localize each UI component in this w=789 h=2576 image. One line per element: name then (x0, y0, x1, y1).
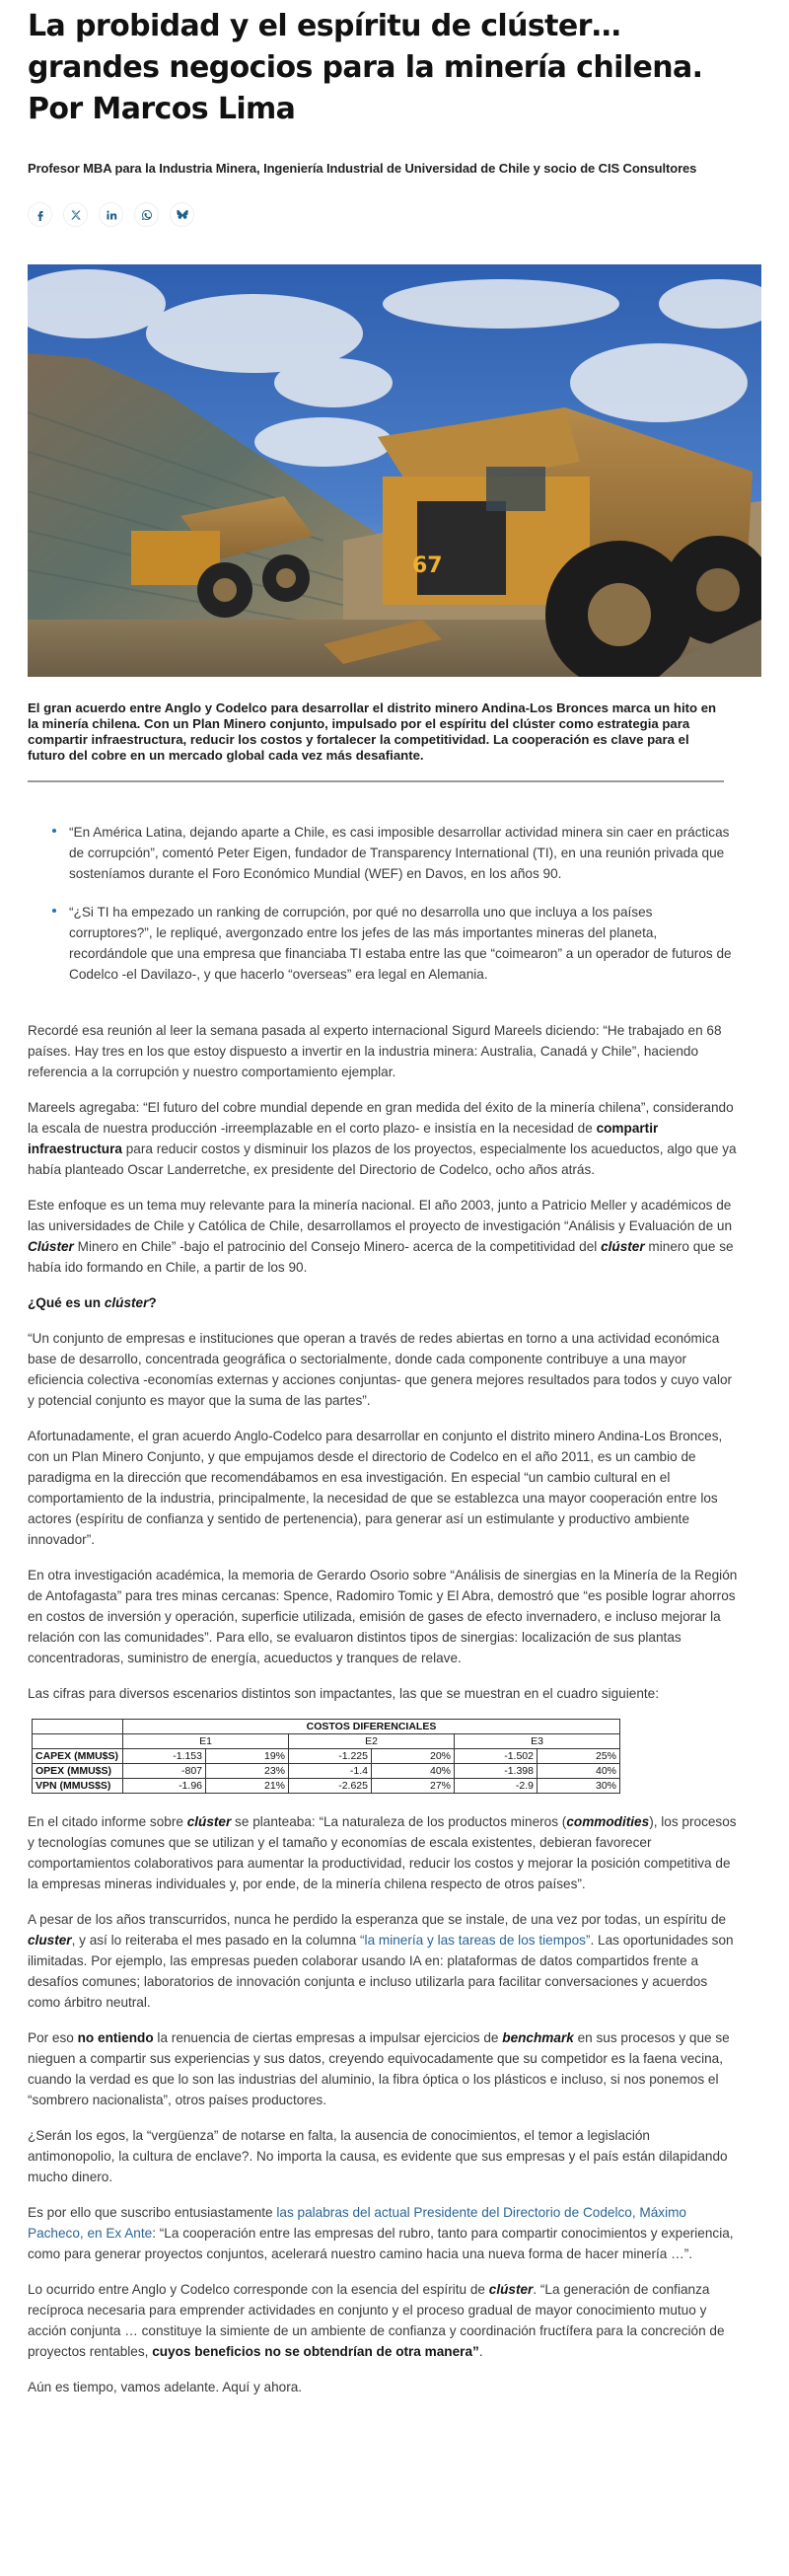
text: Por eso (28, 2030, 78, 2045)
paragraph (28, 2279, 738, 2362)
share-whatsapp-button[interactable] (134, 202, 159, 227)
share-bluesky-button[interactable] (170, 202, 194, 227)
closing-paragraph: Aún es tiempo, vamos adelante. Aquí y ahora. (28, 2380, 303, 2394)
paragraph: Recordé esa reunión al leer la semana pasada al experto internacional Sigurd Mareels diciendo: “He trabajado en 68 países. Hay tres en los que estoy dispuesto a invertir en la industria minera: Australia, Canadá y Chile”, haciendo referencia a la corrupción y nuestro comportamiento ejemplar. (28, 1023, 722, 1079)
whatsapp-icon (141, 209, 153, 221)
text: Es por ello que suscribo entusiastamente (28, 2205, 277, 2220)
table-row (33, 1749, 620, 1764)
paragraph (28, 1909, 738, 2013)
text: Este enfoque es un tema muy relevante para la minería nacional. El año 2003, junto a Patricio Meller y académicos de las universidades de Chile y Católica de Chile, desarrollamos el proyecto de investigación “Análisis y Evaluación de un (28, 1198, 733, 1233)
text: . (478, 2344, 483, 2359)
text: en sus procesos y que se nieguen a compartir sus experiencias y sus datos, creyendo equivocadamente que su competidor es la faena vecina, cuando la verdad es que lo son las industrias del aluminio, la fibra óptica o los plásticos e incluso, si nos ponemos el “sombrero nacionalista”, otros países productores. (28, 2030, 730, 2107)
emphasis-text: commodities (566, 1814, 650, 1829)
table-cell: -1.4 (289, 1764, 372, 1779)
text: . Las oportunidades son ilimitadas. Por ejemplo, las empresas pueden colaborar usando IA en: plataformas de datos compartidos frente a desafíos comunes; laboratorios de innovación conjunta e incluso utilizarla para facilitar conversaciones y acuerdos como árbitro neutral. (28, 1933, 734, 2010)
emphasis-text: no entiendo (77, 2030, 154, 2045)
share-bar (28, 202, 761, 227)
share-linkedin-button[interactable] (99, 202, 123, 227)
hero-image (28, 264, 761, 677)
quote-list (28, 822, 738, 985)
linkedin-icon (106, 209, 117, 221)
paragraph (28, 2202, 738, 2264)
emphasis-text: clúster (104, 1295, 149, 1310)
table-cell: -1.96 (123, 1779, 206, 1794)
caption-separator (28, 780, 724, 782)
table-cell (33, 1734, 123, 1749)
table-cell: 23% (206, 1764, 289, 1779)
table-row (33, 1779, 620, 1794)
row-label: VPN (MMUS$S) (33, 1779, 123, 1794)
share-x-button[interactable] (63, 202, 88, 227)
column-link[interactable]: “la minería y las tareas de los tiempos” (360, 1933, 591, 1948)
share-facebook-button[interactable] (28, 202, 52, 227)
emphasis-text: benchmark (502, 2030, 574, 2045)
text: la renuencia de ciertas empresas a impulsar ejercicios de (153, 2030, 503, 2045)
paragraph: Las cifras para diversos escenarios distintos son impactantes, las que se muestran en el cuadro siguiente: (28, 1686, 660, 1701)
paragraph: Afortunadamente, el gran acuerdo Anglo-Codelco para desarrollar en conjunto el distrito minero Andina-Los Bronces, con un Plan Minero Conjunto, y que empujamos desde el directorio de Codelco en el año 2011, es un cambio de paradigma en la dirección que recomendábamos en esa investigación. En especial “un cambio cultural en el comportamiento de la industria, principalmente, la necesidad de que se establezca una mayor cooperación entre los actores (espíritu de confianza y sentido de pertenencia), para generar así un estimulante y productivo ambiente innovador”. (28, 1429, 723, 1547)
row-label: OPEX (MMU$S) (33, 1764, 123, 1779)
table-cell: -1.225 (289, 1749, 372, 1764)
text: Lo ocurrido entre Anglo y Codelco corresponde con la esencia del espíritu de (28, 2282, 489, 2297)
author-description: Profesor MBA para la Industria Minera, Ingeniería Industrial de Universidad de Chile y socio de CIS Consultores (28, 161, 697, 176)
table-cell: -1.398 (455, 1764, 538, 1779)
paragraph (28, 1195, 738, 1278)
bluesky-icon (177, 209, 188, 221)
emphasis-text: cuyos beneficios no se obtendrían de otra manera” (152, 2344, 479, 2359)
paragraph (28, 1097, 738, 1180)
table-cell (33, 1720, 123, 1734)
text: ), los procesos y tecnologías comunes que se utilizan y el tamaño y economías de escala existentes, debieran favorecer comportamientos colaborativos para aumentar la productividad, reducir los costos y mejorar la posición competitiva de la empresas mineras individuales y, por ende, de la minería chilena respecto de otros países”. (28, 1814, 737, 1891)
x-icon (70, 209, 82, 221)
row-label: CAPEX (MMU$S) (33, 1749, 123, 1764)
article-title: La probidad y el espíritu de clúster… grandes negocios para la minería chilena. Por Marcos Lima (28, 9, 703, 126)
section-heading (28, 1292, 761, 1313)
table-cell: 40% (372, 1764, 455, 1779)
text: se planteaba: “La naturaleza de los productos mineros ( (231, 1814, 567, 1829)
pacheco-quote-link[interactable]: las palabras del actual Presidente del Directorio de Codelco, Máximo Pacheco, en Ex Ante (28, 2205, 686, 2241)
svg-text:67: 67 (412, 553, 443, 578)
facebook-icon (35, 209, 46, 221)
table-title-row (33, 1720, 620, 1734)
paragraph (28, 2027, 738, 2110)
text: : “La cooperación entre las empresas del rubro, tanto para compartir conocimientos y experiencia, como para generar proyectos conjuntos, acelerará nuestro camino hacia una nueva forma de hacer minería …”. (28, 2226, 734, 2261)
text: A pesar de los años transcurridos, nunca he perdido la esperanza que se instale, de una vez por todas, un espíritu de (28, 1912, 727, 1927)
costs-table (32, 1719, 620, 1794)
emphasis-text: clúster (488, 2282, 534, 2297)
paragraph: ¿Serán los egos, la “vergüenza” de notarse en falta, la ausencia de conocimientos, el temor a legislación antimonopolio, la cultura de enclave?. No importa la causa, es evidente que sus empresas y el país están dilapidando mucho dinero. (28, 2128, 728, 2184)
paragraph (28, 1811, 738, 1894)
quote-item: “En América Latina, dejando aparte a Chile, es casi imposible desarrollar actividad minera sin caer en prácticas de corrupción”, comentó Peter Eigen, fundador de Transparency International (TI), en una reunión privada que sosteníamos durante el Foro Económico Mundial (WEF) en Davos, en los años 90. (63, 822, 738, 884)
table-cell: 20% (372, 1749, 455, 1764)
table-cell: -1.153 (123, 1749, 206, 1764)
emphasis-text: clúster (601, 1239, 645, 1254)
text: . “La generación de confianza recíproca necesaria para emprender actividades en conjunto y el proceso gradual de mayor conocimiento mutuo y acción conjunta … constituye la simiente de un ambiente de confianza y coordinación fructífera para la concreción de proyectos rentables, (28, 2282, 725, 2359)
text: Mareels agregaba: “El futuro del cobre mundial depende en gran medida del éxito de la minería chilena”, considerando la escala de nuestra producción -irreemplazable en el corto plazo- e insistía en la necesidad de (28, 1100, 734, 1136)
emphasis-text: cluster (28, 1933, 72, 1948)
text: ? (148, 1295, 157, 1310)
table-cell: -1.502 (455, 1749, 538, 1764)
table-row (33, 1764, 620, 1779)
text: En el citado informe sobre (28, 1814, 187, 1829)
emphasis-text: clúster (186, 1814, 232, 1829)
table-cell: 21% (206, 1779, 289, 1794)
emphasis-text: Clúster (28, 1239, 74, 1254)
table-cell: 40% (538, 1764, 620, 1779)
table-cell: 30% (538, 1779, 620, 1794)
scenario-header: E1 (123, 1734, 289, 1749)
scenario-header: E3 (455, 1734, 620, 1749)
paragraph: “Un conjunto de empresas e instituciones que operan a través de redes abiertas en torno a una actividad económica base de desarrollo, concentrada geográfica o sectorialmente, donde cada componente contribuye a una mayor eficiencia colectiva -economías externas y acciones conjuntas- que genera mejores resultados para todos y cuyo valor y potencial conjunto es mayor que la suma de las partes”. (28, 1331, 733, 1408)
table-title: COSTOS DIFERENCIALES (123, 1720, 620, 1734)
scenario-header: E2 (289, 1734, 455, 1749)
emphasis-text: compartir infraestructura (28, 1121, 659, 1156)
quote-item: “¿Si TI ha empezado un ranking de corrupción, por qué no desarrolla uno que incluya a los países corruptores?”, le repliqué, avergonzado entre los jefes de las más importantes mineras del planeta, recordándole que una empresa que financiaba TI estaba entre las que “coimearon” a un operador de futuros de Codelco -el Davilazo-, y que hacerlo “overseas” era legal en Alemania. (63, 902, 738, 985)
table-cell: -807 (123, 1764, 206, 1779)
table-cell: 27% (372, 1779, 455, 1794)
table-cell: -2.9 (455, 1779, 538, 1794)
table-cell: -2.625 (289, 1779, 372, 1794)
text: Minero en Chile” -bajo el patrocinio del Consejo Minero- acerca de la competitividad del (73, 1239, 602, 1254)
text: para reducir costos y disminuir los plazos de los proyectos, especialmente los acueductos, algo que ya había planteado Oscar Landerretche, ex presidente del Directorio de Codelco, ocho años atrás. (28, 1141, 737, 1177)
text: , y así lo reiteraba el mes pasado en la columna (71, 1933, 361, 1948)
mining-trucks-photo (28, 264, 761, 677)
paragraph: En otra investigación académica, la memoria de Gerardo Osorio sobre “Análisis de sinergias en la Minería de la Región de Antofagasta” para tres minas cercanas: Spence, Radomiro Tomic y El Abra, demostró que “es posible lograr ahorros en costos de inversión y operación, superficie utilizada, emisión de gases de efecto invernadero, e incluso mejorar la relación con las comunidades”. Para ello, se evaluaron distintos tipos de sinergias: localización de sus plantas concentradoras, suministro de energía, acueductos y tranques de relave. (28, 1568, 738, 1665)
text: minero que se había ido formando en Chile, a partir de los 90. (28, 1239, 734, 1275)
text: ¿Qué es un (28, 1295, 105, 1310)
image-caption: El gran acuerdo entre Anglo y Codelco para desarrollar el distrito minero Andina-Los Bronces marca un hito en la minería chilena. Con un Plan Minero conjunto, impulsado por el espíritu del clúster como estrategia para compartir infraestructura, reducir los costos y fortalecer la competitividad. La cooperación es clave para el futuro del cobre en un mercado global cada vez más desafiante. (28, 700, 717, 763)
table-cell: 25% (538, 1749, 620, 1764)
table-header-row (33, 1734, 620, 1749)
table-cell: 19% (206, 1749, 289, 1764)
